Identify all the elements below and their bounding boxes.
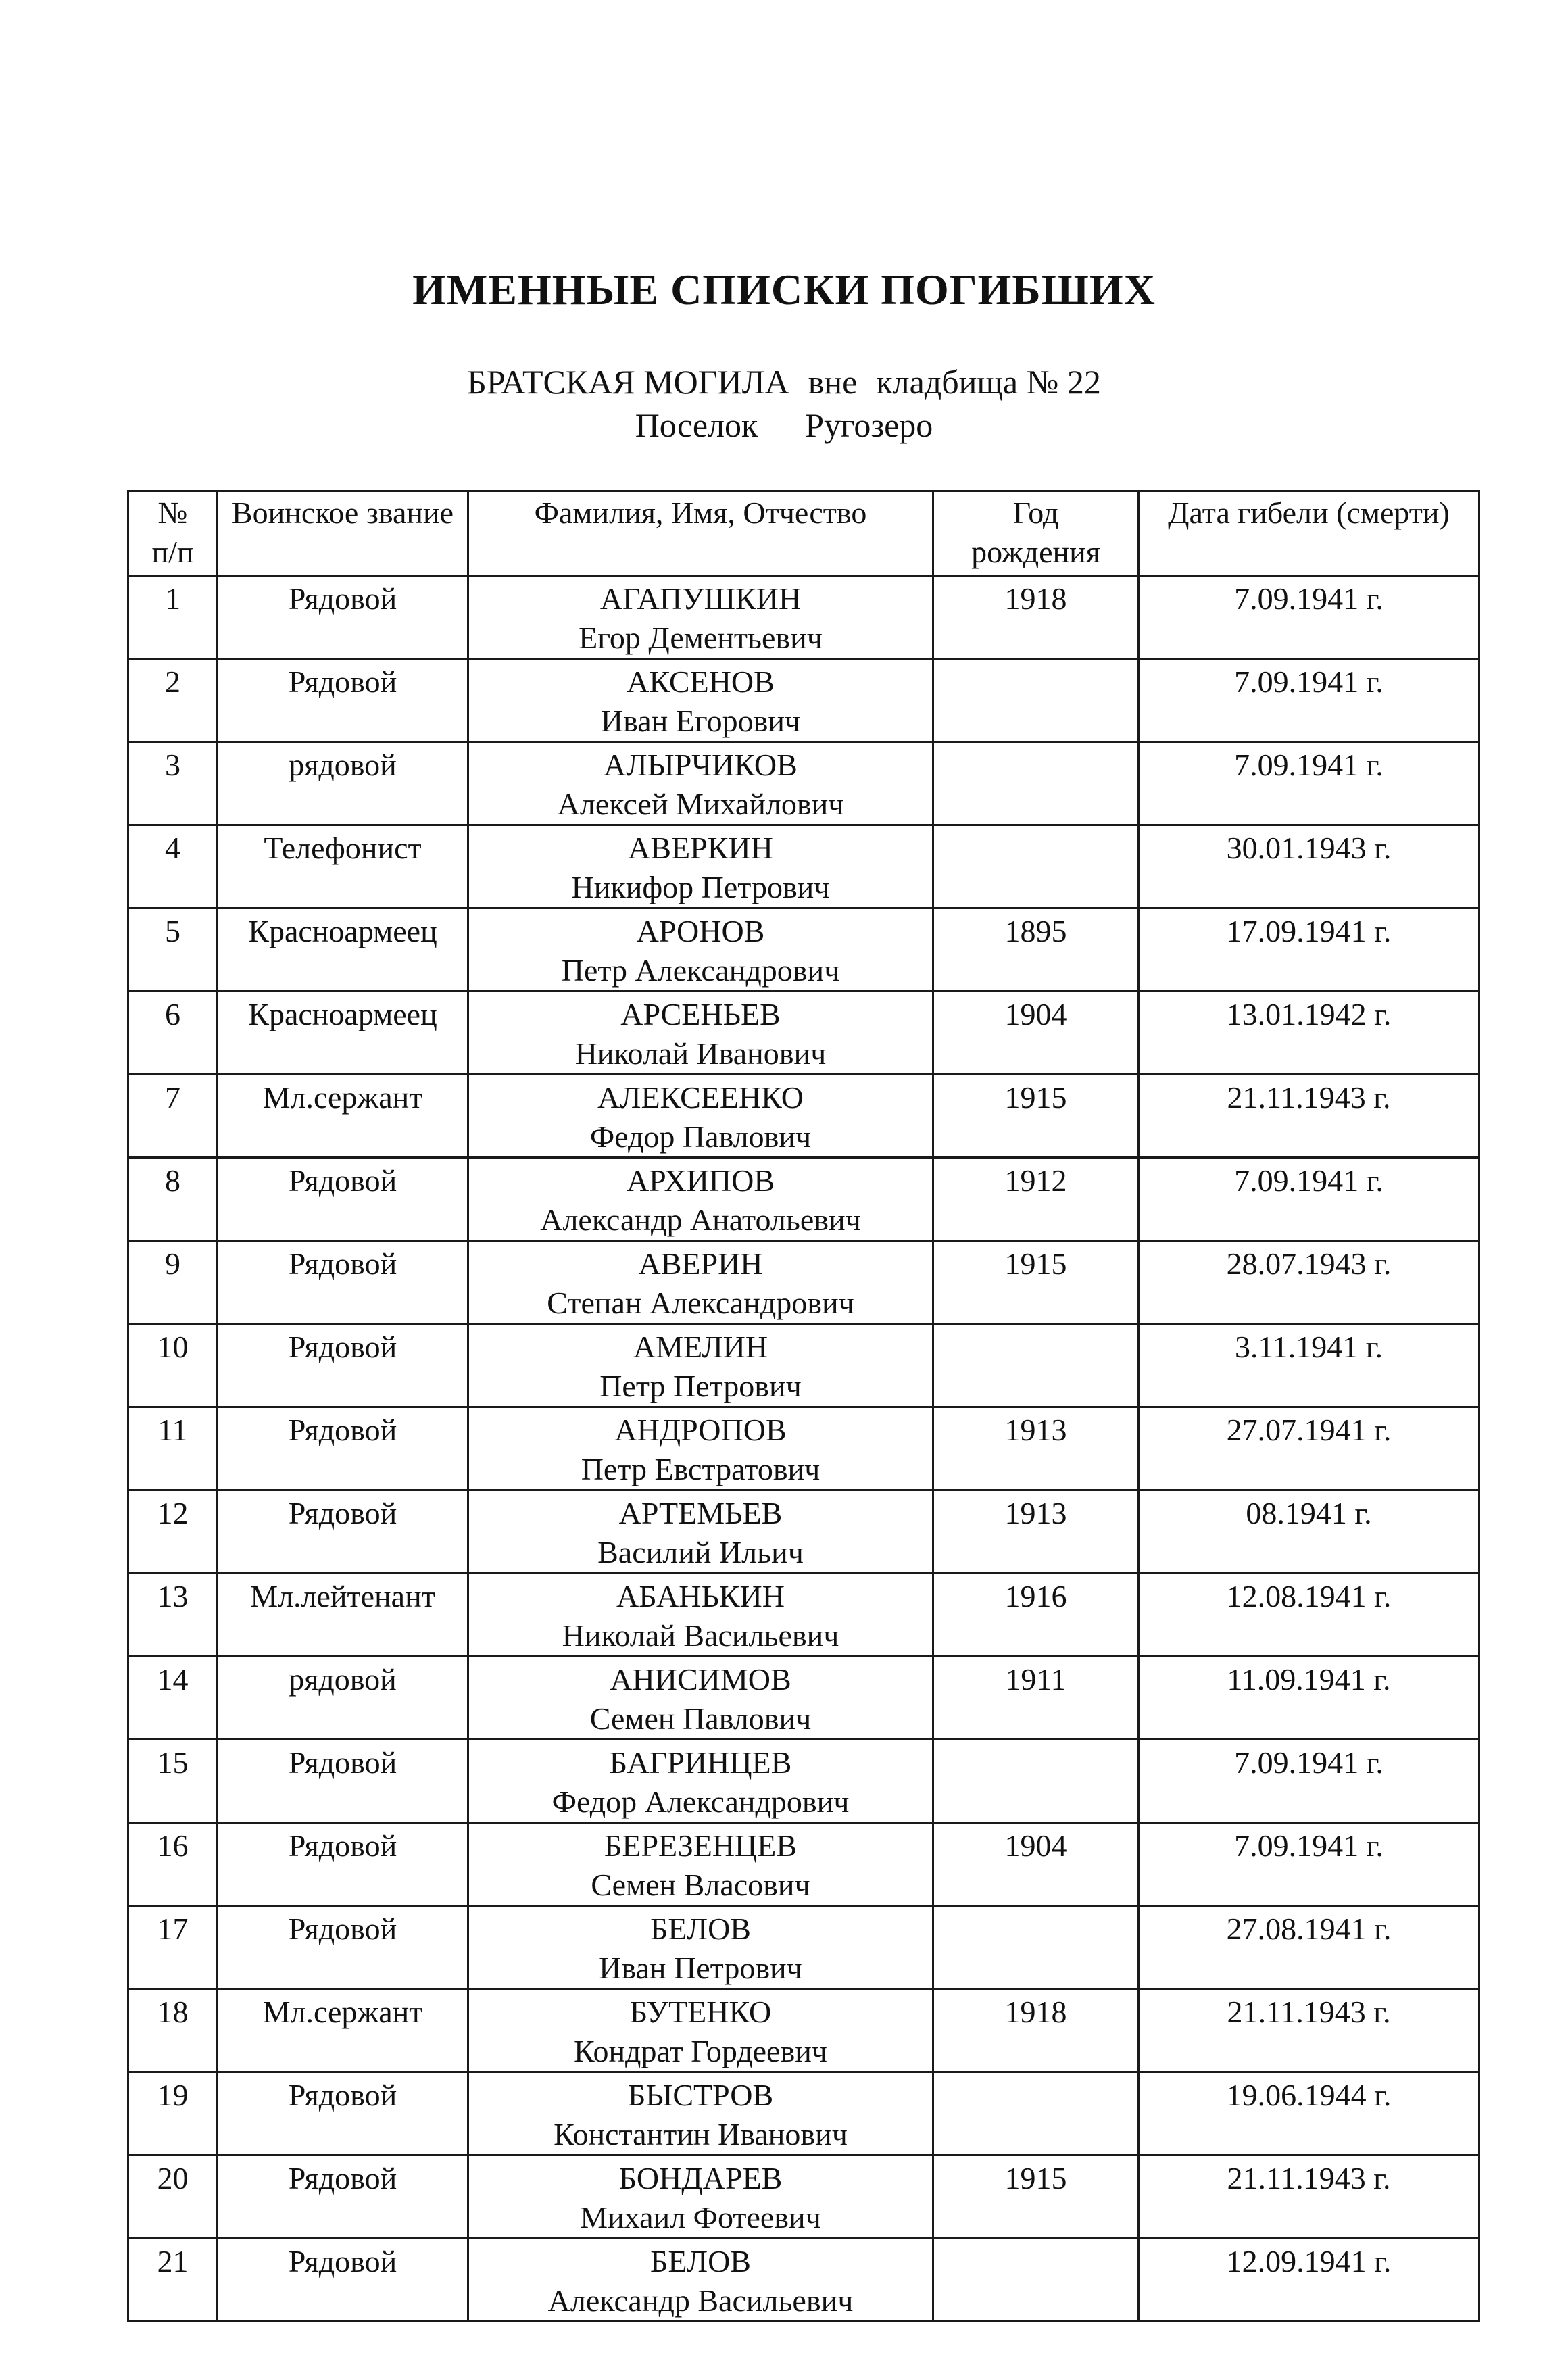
- row-surname: АНДРОПОВ: [614, 1413, 787, 1447]
- header-death-date: Дата гибели (смерти): [1139, 491, 1479, 576]
- row-birth-year: [933, 1324, 1139, 1407]
- row-rank: Телефонист: [218, 825, 468, 908]
- row-number: 4: [128, 825, 218, 908]
- row-rank: Рядовой: [218, 1490, 468, 1574]
- row-full-name: [468, 908, 933, 992]
- row-rank: Рядовой: [218, 1823, 468, 1906]
- row-death-date: 21.11.1943 г.: [1139, 1989, 1479, 2072]
- row-birth-year: 1915: [933, 1075, 1139, 1158]
- row-number: 20: [128, 2155, 218, 2239]
- row-number: 11: [128, 1407, 218, 1490]
- row-birth-year: 1895: [933, 908, 1139, 992]
- table-row: [128, 1574, 1479, 1657]
- row-number: 1: [128, 576, 218, 659]
- row-death-date: 21.11.1943 г.: [1139, 1075, 1479, 1158]
- table-row: [128, 576, 1479, 659]
- row-surname: АРТЕМЬЕВ: [618, 1496, 783, 1530]
- row-rank: Рядовой: [218, 1740, 468, 1823]
- row-number: 5: [128, 908, 218, 992]
- row-number: 8: [128, 1158, 218, 1241]
- row-birth-year: [933, 2239, 1139, 2322]
- row-full-name: [468, 1158, 933, 1241]
- row-birth-year: [933, 659, 1139, 742]
- row-birth-year: 1915: [933, 2155, 1139, 2239]
- table-header-row: [128, 491, 1479, 576]
- table-row: [128, 1823, 1479, 1906]
- row-death-date: 19.06.1944 г.: [1139, 2072, 1479, 2155]
- row-given-names: Федор Александрович: [552, 1784, 850, 1819]
- row-given-names: Семен Павлович: [589, 1701, 812, 1736]
- row-number: 13: [128, 1574, 218, 1657]
- row-full-name: [468, 2239, 933, 2322]
- table-row: [128, 1158, 1479, 1241]
- row-given-names: Петр Александрович: [561, 953, 840, 988]
- row-death-date: 28.07.1943 г.: [1139, 1241, 1479, 1324]
- row-number: 19: [128, 2072, 218, 2155]
- settlement-name: Ругозеро: [805, 406, 933, 444]
- row-death-date: 7.09.1941 г.: [1139, 1823, 1479, 1906]
- row-full-name: [468, 1324, 933, 1407]
- row-full-name: [468, 992, 933, 1075]
- grave-location: вне: [808, 363, 858, 401]
- grave-label: БРАТСКАЯ МОГИЛА: [467, 363, 789, 401]
- table-row: [128, 742, 1479, 825]
- row-number: 7: [128, 1075, 218, 1158]
- row-surname: БЫСТРОВ: [627, 2078, 774, 2112]
- row-birth-year: 1915: [933, 1241, 1139, 1324]
- row-given-names: Кондрат Гордеевич: [574, 2034, 827, 2068]
- grave-number: кладбища № 22: [876, 363, 1101, 401]
- row-full-name: [468, 1075, 933, 1158]
- row-death-date: 7.09.1941 г.: [1139, 576, 1479, 659]
- row-birth-year: 1918: [933, 1989, 1139, 2072]
- row-death-date: 13.01.1942 г.: [1139, 992, 1479, 1075]
- row-rank: Мл.сержант: [218, 1989, 468, 2072]
- header-number: № п/п: [128, 491, 218, 576]
- table-row: [128, 908, 1479, 992]
- row-surname: БЕРЕЗЕНЦЕВ: [604, 1828, 798, 1863]
- row-surname: АРХИПОВ: [626, 1163, 775, 1198]
- row-rank: Рядовой: [218, 2072, 468, 2155]
- row-number: 17: [128, 1906, 218, 1989]
- table-row: [128, 1324, 1479, 1407]
- header-rank: Воинское звание: [218, 491, 468, 576]
- settlement-label: Поселок: [635, 406, 758, 444]
- row-birth-year: 1916: [933, 1574, 1139, 1657]
- row-full-name: [468, 1657, 933, 1740]
- row-full-name: [468, 2072, 933, 2155]
- header-name: Фамилия, Имя, Отчество: [468, 491, 933, 576]
- table-row: [128, 1407, 1479, 1490]
- row-full-name: [468, 576, 933, 659]
- row-full-name: [468, 1823, 933, 1906]
- row-given-names: Александр Васильевич: [547, 2283, 854, 2318]
- row-given-names: Петр Петрович: [599, 1369, 802, 1403]
- table-row: [128, 992, 1479, 1075]
- row-full-name: [468, 1740, 933, 1823]
- row-death-date: 12.08.1941 г.: [1139, 1574, 1479, 1657]
- row-death-date: 7.09.1941 г.: [1139, 742, 1479, 825]
- row-surname: АВЕРКИН: [628, 831, 773, 865]
- row-rank: Красноармеец: [218, 992, 468, 1075]
- row-given-names: Николай Иванович: [574, 1036, 827, 1071]
- table-row: [128, 2072, 1479, 2155]
- row-number: 12: [128, 1490, 218, 1574]
- row-surname: АЛЕКСЕЕНКО: [597, 1080, 804, 1115]
- row-surname: АНИСИМОВ: [610, 1662, 791, 1697]
- table-row: [128, 1657, 1479, 1740]
- row-given-names: Николай Васильевич: [562, 1618, 839, 1653]
- row-rank: Рядовой: [218, 659, 468, 742]
- table-body: [128, 576, 1479, 2322]
- row-birth-year: [933, 1740, 1139, 1823]
- row-rank: Рядовой: [218, 2239, 468, 2322]
- row-number: 2: [128, 659, 218, 742]
- row-given-names: Федор Павлович: [589, 1119, 812, 1154]
- row-surname: БУТЕНКО: [629, 1995, 772, 2029]
- row-given-names: Михаил Фотеевич: [580, 2200, 821, 2235]
- row-full-name: [468, 742, 933, 825]
- row-surname: АКСЕНОВ: [627, 664, 775, 699]
- row-rank: Мл.лейтенант: [218, 1574, 468, 1657]
- row-given-names: Василий Ильич: [597, 1535, 804, 1569]
- row-birth-year: 1904: [933, 992, 1139, 1075]
- row-surname: АВЕРИН: [638, 1246, 763, 1281]
- row-surname: АМЕЛИН: [633, 1330, 768, 1364]
- row-given-names: Иван Егорович: [600, 704, 801, 738]
- row-birth-year: [933, 1906, 1139, 1989]
- row-death-date: 7.09.1941 г.: [1139, 659, 1479, 742]
- row-rank: Рядовой: [218, 1324, 468, 1407]
- table-row: [128, 1075, 1479, 1158]
- table-row: [128, 1989, 1479, 2072]
- table-row: [128, 659, 1479, 742]
- row-given-names: Иван Петрович: [599, 1951, 802, 1985]
- table-row: [128, 1906, 1479, 1989]
- row-full-name: [468, 659, 933, 742]
- row-full-name: [468, 825, 933, 908]
- row-rank: Рядовой: [218, 1906, 468, 1989]
- row-birth-year: [933, 742, 1139, 825]
- row-surname: АГАПУШКИН: [599, 581, 802, 616]
- row-number: 9: [128, 1241, 218, 1324]
- row-full-name: [468, 1407, 933, 1490]
- table-row: [128, 825, 1479, 908]
- page-title: ИМЕННЫЕ СПИСКИ ПОГИБШИХ: [412, 266, 1156, 314]
- row-surname: БАГРИНЦЕВ: [609, 1745, 792, 1780]
- row-rank: Мл.сержант: [218, 1075, 468, 1158]
- row-full-name: [468, 1241, 933, 1324]
- row-given-names: Константин Иванович: [554, 2117, 848, 2151]
- casualty-table: [127, 490, 1480, 2322]
- row-rank: Рядовой: [218, 1241, 468, 1324]
- row-death-date: 11.09.1941 г.: [1139, 1657, 1479, 1740]
- row-given-names: Петр Евстратович: [581, 1452, 820, 1486]
- row-number: 18: [128, 1989, 218, 2072]
- row-surname: АРОНОВ: [636, 914, 765, 948]
- row-given-names: Семен Власович: [591, 1868, 810, 1902]
- row-death-date: 21.11.1943 г.: [1139, 2155, 1479, 2239]
- row-full-name: [468, 1490, 933, 1574]
- row-birth-year: [933, 2072, 1139, 2155]
- row-birth-year: 1918: [933, 576, 1139, 659]
- row-given-names: Никифор Петрович: [571, 870, 830, 904]
- row-given-names: Егор Дементьевич: [579, 620, 823, 655]
- row-surname: БОНДАРЕВ: [618, 2161, 783, 2195]
- row-death-date: 27.07.1941 г.: [1139, 1407, 1479, 1490]
- row-surname: АЛЫРЧИКОВ: [604, 748, 798, 782]
- row-rank: Рядовой: [218, 1407, 468, 1490]
- row-birth-year: [933, 825, 1139, 908]
- row-number: 21: [128, 2239, 218, 2322]
- row-birth-year: 1912: [933, 1158, 1139, 1241]
- row-rank: рядовой: [218, 742, 468, 825]
- row-given-names: Степан Александрович: [547, 1286, 854, 1320]
- row-birth-year: 1913: [933, 1490, 1139, 1574]
- row-death-date: 12.09.1941 г.: [1139, 2239, 1479, 2322]
- row-number: 14: [128, 1657, 218, 1740]
- table-row: [128, 2155, 1479, 2239]
- row-number: 6: [128, 992, 218, 1075]
- row-rank: рядовой: [218, 1657, 468, 1740]
- row-number: 3: [128, 742, 218, 825]
- row-full-name: [468, 1574, 933, 1657]
- row-surname: БЕЛОВ: [650, 1911, 751, 1946]
- header-birth-year: Год рождения: [933, 491, 1139, 576]
- row-full-name: [468, 1989, 933, 2072]
- table-row: [128, 1490, 1479, 1574]
- row-full-name: [468, 2155, 933, 2239]
- row-death-date: 17.09.1941 г.: [1139, 908, 1479, 992]
- row-number: 10: [128, 1324, 218, 1407]
- grave-description: [0, 362, 1568, 401]
- row-given-names: Александр Анатольевич: [540, 1202, 861, 1237]
- row-number: 15: [128, 1740, 218, 1823]
- row-full-name: [468, 1906, 933, 1989]
- row-death-date: 7.09.1941 г.: [1139, 1158, 1479, 1241]
- row-rank: Красноармеец: [218, 908, 468, 992]
- table-row: [128, 1740, 1479, 1823]
- row-surname: БЕЛОВ: [650, 2244, 751, 2279]
- row-surname: АРСЕНЬЕВ: [620, 997, 781, 1031]
- row-birth-year: 1904: [933, 1823, 1139, 1906]
- row-death-date: 08.1941 г.: [1139, 1490, 1479, 1574]
- row-surname: АБАНЬКИН: [616, 1579, 785, 1613]
- row-number: 16: [128, 1823, 218, 1906]
- settlement-line: [0, 406, 1568, 445]
- row-rank: Рядовой: [218, 1158, 468, 1241]
- row-birth-year: 1911: [933, 1657, 1139, 1740]
- row-death-date: 30.01.1943 г.: [1139, 825, 1479, 908]
- row-death-date: 7.09.1941 г.: [1139, 1740, 1479, 1823]
- table-row: [128, 2239, 1479, 2322]
- row-death-date: 27.08.1941 г.: [1139, 1906, 1479, 1989]
- row-given-names: Алексей Михайлович: [557, 787, 844, 821]
- row-rank: Рядовой: [218, 576, 468, 659]
- row-birth-year: 1913: [933, 1407, 1139, 1490]
- row-rank: Рядовой: [218, 2155, 468, 2239]
- table-row: [128, 1241, 1479, 1324]
- row-death-date: 3.11.1941 г.: [1139, 1324, 1479, 1407]
